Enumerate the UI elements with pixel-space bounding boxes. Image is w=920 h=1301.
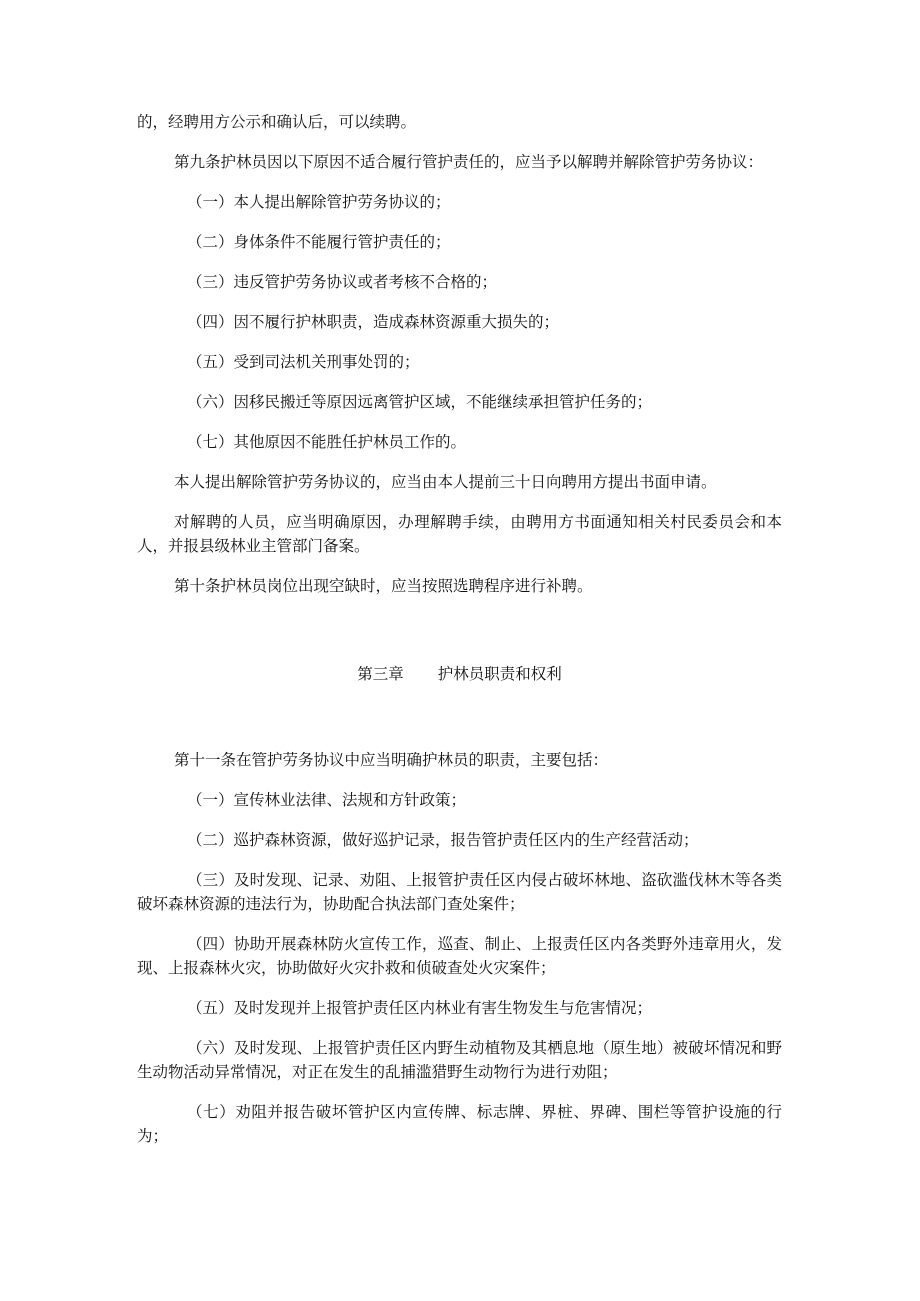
chapter-number: 第三章 [357, 665, 404, 683]
article-11-intro: 第十一条在管护劳务协议中应当明确护林员的职责，主要包括： [174, 751, 609, 769]
article-11-item-2: （二）巡护森林资源，做好巡护记录，报告管护责任区内的生产经营活动； [187, 831, 699, 849]
article-11-item-5: （五）及时发现并上报管护责任区内林业有害生物发生与危害情况； [187, 999, 653, 1017]
document-page [137, 110, 782, 1164]
application-paragraph: 本人提出解除管护劳务协议的，应当由本人提前三十日向聘用方提出书面申请。 [174, 473, 717, 491]
article-9-intro: 第九条护林员因以下原因不适合履行管护责任的，应当予以解聘并解除管护劳务协议： [174, 153, 764, 171]
article-9-item-1: （一）本人提出解除管护劳务协议的； [187, 193, 451, 211]
dismissal-paragraph: 对解聘的人员，应当明确原因，办理解聘手续，由聘用方书面通知相关村民委员会和本人，并报县级林业主管部门备案。 [137, 513, 782, 555]
article-9-item-4: （四）因不履行护林职责，造成森林资源重大损失的； [187, 313, 560, 331]
continuation-paragraph: 的，经聘用方公示和确认后，可以续聘。 [137, 113, 417, 131]
article-9-item-5: （五）受到司法机关刑事处罚的； [187, 353, 420, 371]
chapter-heading [137, 662, 782, 686]
article-10: 第十条护林员岗位出现空缺时，应当按照选聘程序进行补聘。 [174, 577, 593, 595]
article-11-item-1: （一）宣传林业法律、法规和方针政策； [187, 791, 467, 809]
article-9-item-6: （六）因移民搬迁等原因远离管护区域，不能继续承担管护任务的； [187, 393, 653, 411]
article-11-item-3: （三）及时发现、记录、劝阻、上报管护责任区内侵占破坏林地、盗砍滥伐林木等各类破坏森林资源的违法行为，协助配合执法部门查处案件； [137, 871, 782, 913]
article-9-item-3: （三）违反管护劳务协议或者考核不合格的； [187, 273, 498, 291]
article-11-item-4: （四）协助开展森林防火宣传工作，巡查、制止、上报责任区内各类野外违章用火，发现、上报森林火灾，协助做好火灾扑救和侦破查处火灾案件； [137, 935, 782, 977]
article-9-item-7: （七）其他原因不能胜任护林员工作的。 [187, 433, 467, 451]
article-11-item-7: （七）劝阻并报告破坏管护区内宣传牌、标志牌、界桩、界碑、围栏等管护设施的行为； [137, 1103, 782, 1145]
article-11-item-6: （六）及时发现、上报管护责任区内野生动植物及其栖息地（原生地）被破坏情况和野生动物活动异常情况，对正在发生的乱捕滥猎野生动物行为进行劝阻； [137, 1039, 782, 1081]
chapter-title: 护林员职责和权利 [437, 665, 562, 683]
article-9-item-2: （二）身体条件不能履行管护责任的； [187, 233, 451, 251]
